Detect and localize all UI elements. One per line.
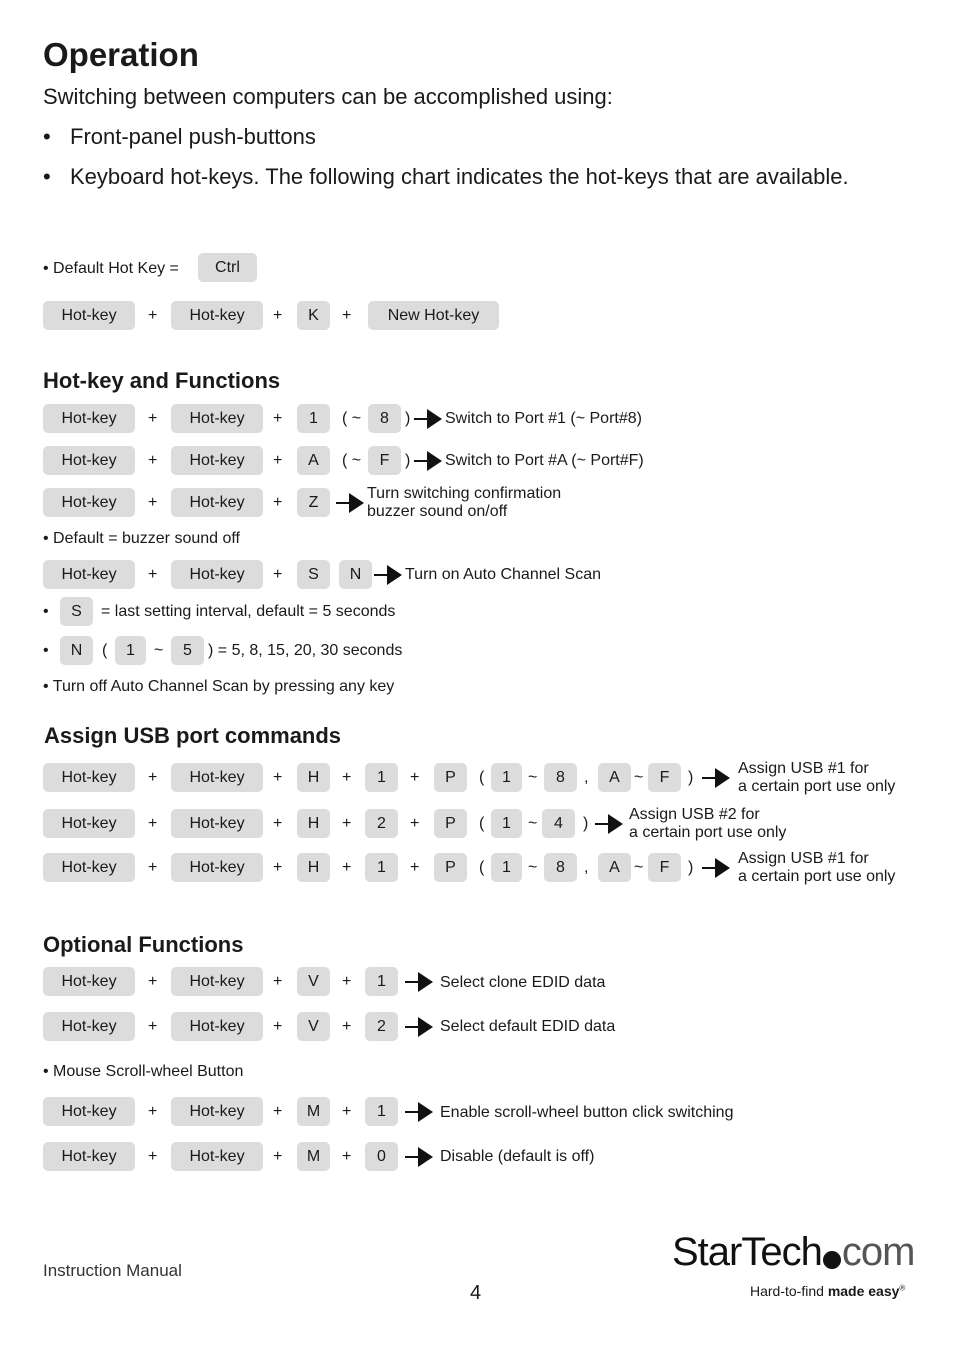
key-m: M: [297, 1097, 330, 1126]
plus-sign: +: [273, 1148, 283, 1165]
key-hotkey: Hot-key: [171, 809, 263, 838]
range-open: (: [479, 859, 485, 876]
plus-sign: +: [273, 1103, 283, 1120]
bullet-text: Front-panel push-buttons: [70, 124, 316, 149]
range-close: ): [405, 452, 411, 469]
key-hotkey: Hot-key: [43, 853, 135, 882]
bullet-text: Keyboard hot-keys. The following chart indicates the hot-keys that are available.: [70, 164, 849, 189]
key-number: 0: [365, 1142, 398, 1171]
range-open: (: [479, 769, 485, 786]
plus-sign: +: [273, 859, 283, 876]
key-a: A: [598, 763, 631, 792]
key-s: S: [297, 560, 330, 589]
section-title: Optional Functions: [43, 932, 244, 957]
function-desc-line2: a certain port use only: [629, 824, 787, 841]
tilde: ~: [528, 815, 538, 832]
plus-sign: +: [273, 973, 283, 990]
range-close: ): [405, 410, 411, 427]
function-desc: Select default EDID data: [440, 1018, 616, 1035]
registered-mark: ®: [899, 1283, 906, 1293]
key-v: V: [297, 1012, 330, 1041]
plus-sign: +: [342, 815, 352, 832]
key-number: 1: [365, 853, 398, 882]
plus-sign: +: [273, 494, 283, 511]
arrow-right-icon: [405, 1146, 433, 1168]
key-hotkey: Hot-key: [171, 763, 263, 792]
key-p: P: [434, 763, 467, 792]
key-m: M: [297, 1142, 330, 1171]
arrow-right-icon: [595, 813, 623, 835]
plus-sign: +: [148, 1148, 158, 1165]
function-desc-line1: Assign USB #1 for: [738, 760, 869, 777]
plus-sign: +: [273, 1018, 283, 1035]
key-n: N: [339, 560, 372, 589]
key-hotkey: Hot-key: [171, 853, 263, 882]
plus-sign: +: [410, 859, 420, 876]
section-title: Assign USB port commands: [44, 723, 342, 748]
tilde: ~: [528, 859, 538, 876]
key-hotkey: Hot-key: [43, 560, 135, 589]
key-1: 1: [115, 636, 146, 665]
key-a: A: [297, 446, 330, 475]
function-desc-line2: a certain port use only: [738, 778, 896, 795]
comma: ,: [584, 769, 589, 786]
arrow-right-icon: [405, 1101, 433, 1123]
key-h: H: [297, 763, 330, 792]
function-desc-line1: Turn switching confirmation: [367, 485, 562, 502]
plus-sign: +: [273, 410, 283, 427]
plus-sign: +: [342, 1148, 352, 1165]
comma: ,: [584, 859, 589, 876]
key-hotkey: Hot-key: [171, 404, 263, 433]
key-8: 8: [544, 763, 577, 792]
plus-sign: +: [273, 769, 283, 786]
key-p: P: [434, 853, 467, 882]
arrow-right-icon: [702, 767, 730, 789]
key-1: 1: [491, 853, 522, 882]
plus-sign: +: [342, 1018, 352, 1035]
plus-sign: +: [273, 452, 283, 469]
key-p: P: [434, 809, 467, 838]
plus-sign: +: [148, 494, 158, 511]
note-text: ) = 5, 8, 15, 20, 30 seconds: [208, 642, 403, 659]
key-k: K: [297, 301, 330, 330]
key-number: 1: [365, 763, 398, 792]
logo-dot-icon: [823, 1251, 841, 1269]
key-hotkey: Hot-key: [171, 967, 263, 996]
plus-sign: +: [148, 452, 158, 469]
key-hotkey: Hot-key: [171, 301, 263, 330]
range-close: ): [583, 815, 589, 832]
tilde: ~: [634, 859, 644, 876]
key-f: F: [648, 853, 681, 882]
function-desc: Switch to Port #A (~ Port#F): [445, 452, 644, 469]
tilde: ~: [528, 769, 538, 786]
key-hotkey: Hot-key: [171, 1012, 263, 1041]
key-1: 1: [491, 809, 522, 838]
logo-text: StarTech: [672, 1230, 822, 1274]
plus-sign: +: [148, 307, 158, 324]
function-desc: Select clone EDID data: [440, 974, 606, 991]
function-desc: Disable (default is off): [440, 1148, 595, 1165]
arrow-right-icon: [702, 857, 730, 879]
plus-sign: +: [148, 815, 158, 832]
key-number: 2: [365, 809, 398, 838]
tilde: ~: [154, 642, 164, 659]
bullet-dot: •: [43, 603, 49, 620]
key-hotkey: Hot-key: [43, 967, 135, 996]
key-h: H: [297, 809, 330, 838]
note-text: • Mouse Scroll-wheel Button: [43, 1063, 244, 1080]
range-close: ): [688, 859, 694, 876]
key-hotkey: Hot-key: [171, 488, 263, 517]
key-8: 8: [368, 404, 401, 433]
plus-sign: +: [342, 973, 352, 990]
key-hotkey: Hot-key: [43, 446, 135, 475]
key-hotkey: Hot-key: [43, 1097, 135, 1126]
key-z: Z: [297, 488, 330, 517]
arrow-right-icon: [405, 971, 433, 993]
key-1: 1: [491, 763, 522, 792]
bullet-item: • Front-panel push-buttons: [43, 124, 316, 149]
key-hotkey: Hot-key: [43, 301, 135, 330]
plus-sign: +: [273, 815, 283, 832]
function-desc: Turn on Auto Channel Scan: [405, 566, 601, 583]
key-8: 8: [544, 853, 577, 882]
arrow-right-icon: [414, 450, 442, 472]
plus-sign: +: [148, 566, 158, 583]
plus-sign: +: [342, 307, 352, 324]
key-hotkey: Hot-key: [171, 1097, 263, 1126]
tagline-text: Hard-to-find: [750, 1283, 828, 1299]
key-new-hotkey: New Hot-key: [368, 301, 499, 330]
startech-logo: [672, 1230, 914, 1275]
plus-sign: +: [148, 769, 158, 786]
key-hotkey: Hot-key: [43, 404, 135, 433]
note-text: • Default = buzzer sound off: [43, 530, 240, 547]
bullet-dot: •: [43, 642, 49, 659]
key-a: A: [598, 853, 631, 882]
key-hotkey: Hot-key: [43, 763, 135, 792]
key-hotkey: Hot-key: [171, 560, 263, 589]
key-hotkey: Hot-key: [43, 1012, 135, 1041]
page-number: 4: [470, 1282, 482, 1304]
function-desc-line2: a certain port use only: [738, 868, 896, 885]
plus-sign: +: [148, 859, 158, 876]
arrow-right-icon: [374, 564, 402, 586]
intro-text: Switching between computers can be accomplished using:: [43, 84, 613, 109]
plus-sign: +: [148, 1103, 158, 1120]
key-5: 5: [171, 636, 204, 665]
function-desc: Enable scroll-wheel button click switching: [440, 1104, 734, 1121]
plus-sign: +: [342, 1103, 352, 1120]
tagline-bold: made easy: [827, 1283, 900, 1299]
key-number: 1: [365, 967, 398, 996]
key-s: S: [60, 597, 93, 626]
tilde: ~: [634, 769, 644, 786]
range-open: (: [479, 815, 485, 832]
key-h: H: [297, 853, 330, 882]
page-title: Operation: [43, 36, 199, 73]
note-text: • Turn off Auto Channel Scan by pressing any key: [43, 678, 395, 695]
note-text: = last setting interval, default = 5 seconds: [101, 603, 396, 620]
function-desc-line1: Assign USB #1 for: [738, 850, 869, 867]
range-open: ( ~: [342, 410, 362, 427]
key-number: 1: [365, 1097, 398, 1126]
footer-manual-label: Instruction Manual: [43, 1261, 182, 1280]
key-hotkey: Hot-key: [43, 1142, 135, 1171]
range-open: (: [102, 642, 108, 659]
section-title: Hot-key and Functions: [43, 368, 281, 393]
key-f: F: [368, 446, 401, 475]
arrow-right-icon: [405, 1016, 433, 1038]
plus-sign: +: [273, 307, 283, 324]
range-open: ( ~: [342, 452, 362, 469]
key-hotkey: Hot-key: [171, 1142, 263, 1171]
bullet-item: • Keyboard hot-keys. The following chart indicates the hot-keys that are available.: [43, 164, 849, 189]
key-hotkey: Hot-key: [43, 488, 135, 517]
function-desc-line2: buzzer sound on/off: [367, 503, 508, 520]
tagline: [750, 1283, 905, 1299]
key-v: V: [297, 967, 330, 996]
key-n: N: [60, 636, 93, 665]
plus-sign: +: [148, 410, 158, 427]
key-f: F: [648, 763, 681, 792]
key-ctrl: Ctrl: [198, 253, 257, 282]
default-hotkey-label: • Default Hot Key =: [43, 260, 179, 277]
arrow-right-icon: [414, 408, 442, 430]
plus-sign: +: [148, 1018, 158, 1035]
plus-sign: +: [410, 769, 420, 786]
function-desc-line1: Assign USB #2 for: [629, 806, 760, 823]
key-1: 1: [297, 404, 330, 433]
key-hotkey: Hot-key: [171, 446, 263, 475]
plus-sign: +: [273, 566, 283, 583]
plus-sign: +: [342, 769, 352, 786]
key-hotkey: Hot-key: [43, 809, 135, 838]
key-4: 4: [542, 809, 575, 838]
key-number: 2: [365, 1012, 398, 1041]
arrow-right-icon: [336, 492, 364, 514]
plus-sign: +: [342, 859, 352, 876]
logo-text-com: com: [841, 1230, 915, 1274]
range-close: ): [688, 769, 694, 786]
plus-sign: +: [410, 815, 420, 832]
function-desc: Switch to Port #1 (~ Port#8): [445, 410, 642, 427]
plus-sign: +: [148, 973, 158, 990]
